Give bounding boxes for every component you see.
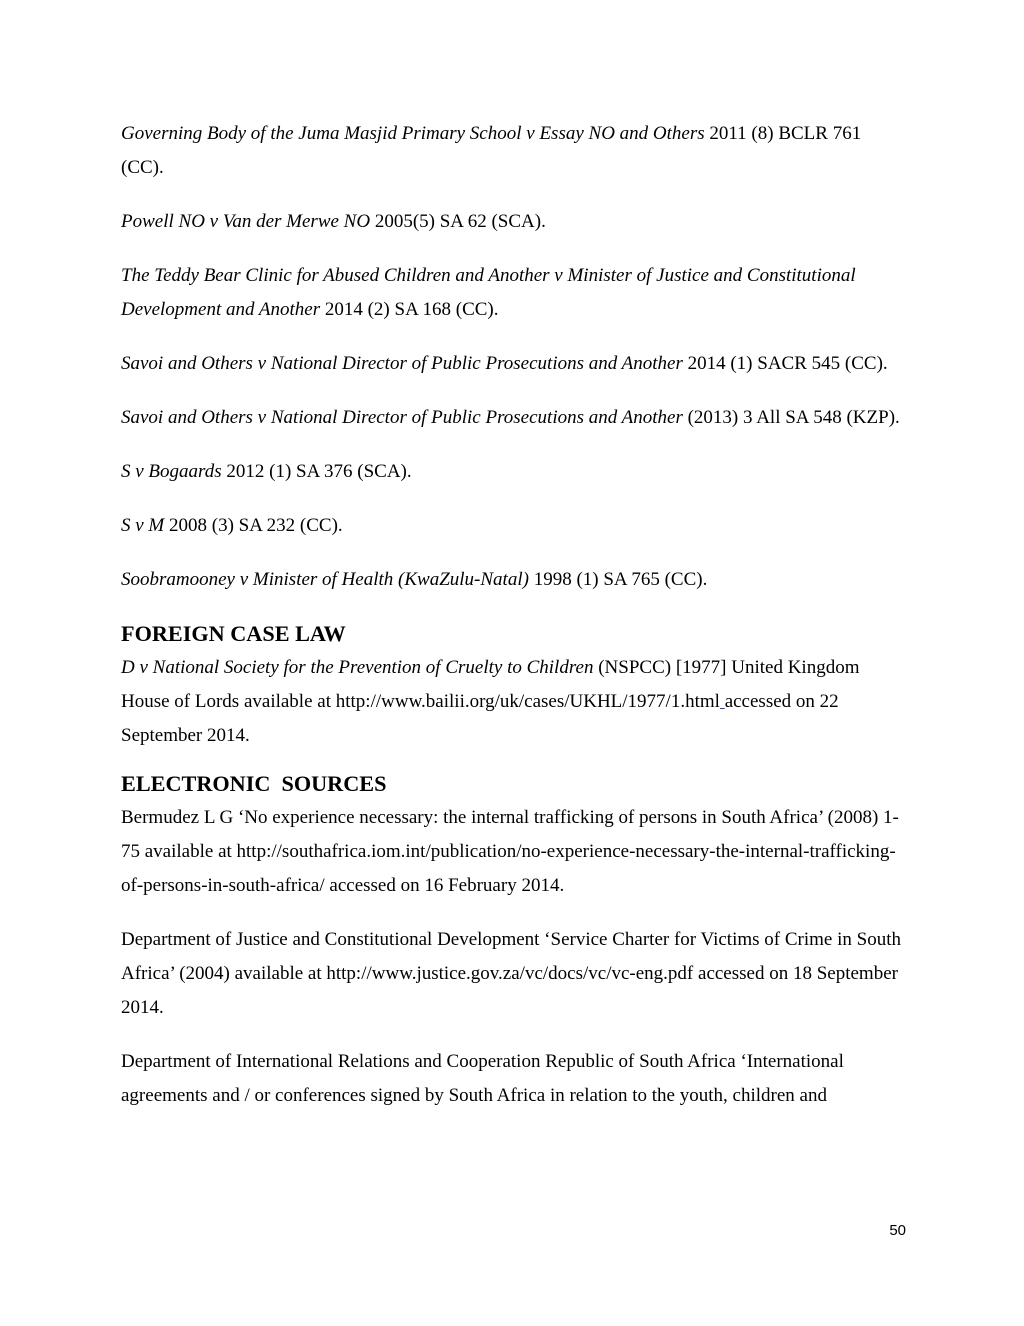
case-name: Governing Body of the Juma Masjid Primary School v Essay NO and Others bbox=[121, 123, 705, 144]
case-entry-7 bbox=[121, 509, 906, 543]
case-citation: (NSPCC) [1977] United Kingdom House of Lords available at http://www.bailii.org/uk/cases/UKHL/1977/1.html bbox=[121, 657, 860, 712]
case-entry-3 bbox=[121, 259, 906, 327]
electronic-source-entry: Bermudez L G ‘No experience necessary: the internal trafficking of persons in South Africa’ (2008) 1-75 available at http://southafrica.iom.int/publication/no-experience-necessary-the-internal-trafficking-of-persons-in-south-africa/ accessed on 16 February 2014. bbox=[121, 807, 899, 896]
case-name: Savoi and Others v National Director of Public Prosecutions and Another bbox=[121, 407, 683, 428]
case-citation: 2014 (2) SA 168 (CC). bbox=[320, 299, 499, 320]
case-name: S v M bbox=[121, 515, 165, 536]
case-entry-6 bbox=[121, 455, 906, 489]
case-entry-2 bbox=[121, 205, 906, 239]
case-citation: (2013) 3 All SA 548 (KZP). bbox=[682, 407, 900, 428]
case-entry-5 bbox=[121, 401, 906, 435]
case-citation: 2014 (1) SACR 545 (CC). bbox=[682, 353, 888, 374]
case-entry-1 bbox=[121, 117, 906, 185]
page-number: 50 bbox=[889, 1222, 906, 1239]
case-name: Savoi and Others v National Director of Public Prosecutions and Another bbox=[121, 353, 683, 374]
electronic-source-entry: Department of International Relations and Cooperation Republic of South Africa ‘International agreements and / or conferences signed by South Africa in relation to the youth, children and bbox=[121, 1051, 844, 1106]
case-citation: 1998 (1) SA 765 (CC). bbox=[528, 569, 708, 590]
section-heading-foreign-case-law: FOREIGN CASE LAW bbox=[121, 621, 346, 646]
case-access-date: accessed on 22 September 2014. bbox=[121, 691, 839, 746]
case-citation: 2005(5) SA 62 (SCA). bbox=[370, 211, 546, 232]
case-citation: 2012 (1) SA 376 (SCA). bbox=[221, 461, 412, 482]
case-entry-8 bbox=[121, 563, 906, 597]
case-citation: 2011 (8) BCLR 761 (CC). bbox=[121, 123, 862, 178]
case-name: S v Bogaards bbox=[121, 461, 222, 482]
case-name: The Teddy Bear Clinic for Abused Children and Another v Minister of Justice and Constitutional Development and Another bbox=[121, 265, 856, 320]
bibliography-content bbox=[121, 117, 906, 1133]
foreign-case-entry bbox=[121, 651, 906, 753]
case-entry-4 bbox=[121, 347, 906, 381]
case-citation: 2008 (3) SA 232 (CC). bbox=[164, 515, 343, 536]
case-name: Powell NO v Van der Merwe NO bbox=[121, 211, 371, 232]
case-name: Soobramooney v Minister of Health (KwaZulu-Natal) bbox=[121, 569, 529, 590]
case-name: D v National Society for the Prevention of Cruelty to Children bbox=[121, 657, 594, 678]
electronic-source-entry: Department of Justice and Constitutional Development ‘Service Charter for Victims of Crime in South Africa’ (2004) available at http://www.justice.gov.za/vc/docs/vc/vc-eng.pdf accessed on 18 September 2014. bbox=[121, 929, 901, 1018]
section-heading-electronic-sources: ELECTRONIC SOURCES bbox=[121, 771, 387, 796]
